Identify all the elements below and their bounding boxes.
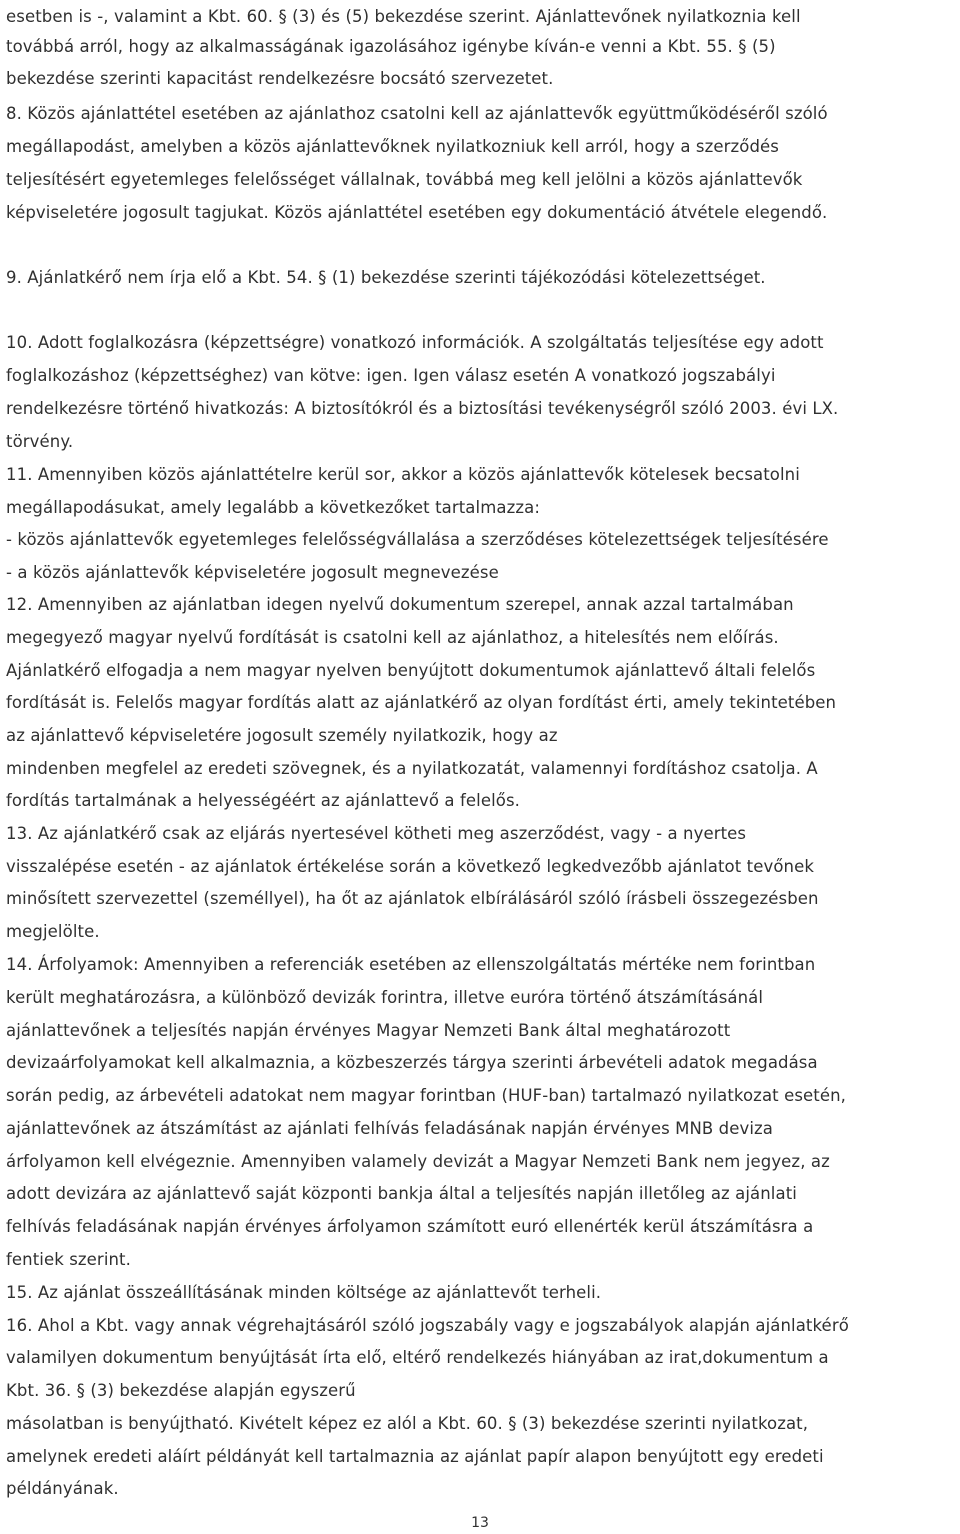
text-line: adott devizára az ajánlattevő saját központi bankja által a teljesítés napján illetőleg az ajánlati bbox=[6, 1184, 797, 1203]
text-line: Ajánlatkérő elfogadja a nem magyar nyelven benyújtott dokumentumok ajánlattevő általi felelős bbox=[6, 661, 816, 680]
text-line: felhívás feladásának napján érvényes árfolyamon számított euró ellenérték kerül átszámításra a bbox=[6, 1217, 814, 1236]
text-line: mindenben megfelel az eredeti szövegnek, és a nyilatkozatát, valamennyi fordításhoz csatolja. A bbox=[6, 759, 818, 778]
text-line: amelynek eredeti aláírt példányát kell tartalmaznia az ajánlat papír alapon benyújtott egy eredeti bbox=[6, 1447, 824, 1466]
text-line: ajánlattevőnek a teljesítés napján érvényes Magyar Nemzeti Bank által meghatározott bbox=[6, 1021, 731, 1040]
text-line: fordítását is. Felelős magyar fordítás alatt az ajánlatkérő az olyan fordítást érti, amely tekintetében bbox=[6, 693, 837, 712]
text-line: megegyező magyar nyelvű fordítását is csatolni kell az ajánlathoz, a hitelesítés nem előírás. bbox=[6, 628, 779, 647]
text-line: 13. Az ajánlatkérő csak az eljárás nyertesével kötheti meg aszerződést, vagy - a nyertes bbox=[6, 824, 747, 843]
text-line: 16. Ahol a Kbt. vagy annak végrehajtásáról szóló jogszabály vagy e jogszabályok alapján ajánlatkérő bbox=[6, 1316, 849, 1335]
text-line: visszalépése esetén - az ajánlatok értékelése során a következő legkedvezőbb ajánlatot tevőnek bbox=[6, 857, 814, 876]
text-line: árfolyamon kell elvégeznie. Amennyiben valamely devizát a Magyar Nemzeti Bank nem jegyez, az bbox=[6, 1152, 830, 1171]
text-line: esetben is -, valamint a Kbt. 60. § (3) és (5) bekezdése szerint. Ajánlattevőnek nyilatkoznia kell bbox=[6, 7, 801, 26]
text-line: fordítás tartalmának a helyességéért az ajánlattevő a felelős. bbox=[6, 791, 520, 810]
text-line: megállapodást, amelyben a közös ajánlattevőknek nyilatkozniuk kell arról, hogy a szerződés bbox=[6, 137, 779, 156]
text-line: foglalkozáshoz (képzettséghez) van kötve: igen. Igen válasz esetén A vonatkozó jogszabályi bbox=[6, 366, 776, 385]
text-line: fentiek szerint. bbox=[6, 1250, 131, 1269]
text-line: másolatban is benyújtható. Kivételt képez ez alól a Kbt. 60. § (3) bekezdése szerinti nyilatkozat, bbox=[6, 1414, 809, 1433]
text-line: példányának. bbox=[6, 1479, 119, 1498]
text-line: 9. Ajánlatkérő nem írja elő a Kbt. 54. § (1) bekezdése szerinti tájékozódási kötelezettséget. bbox=[6, 268, 766, 287]
text-line: képviseletére jogosult tagjukat. Közös ajánlattétel esetében egy dokumentáció átvétele elegendő. bbox=[6, 203, 828, 222]
text-line: 15. Az ajánlat összeállításának minden költsége az ajánlattevőt terheli. bbox=[6, 1283, 602, 1302]
text-line: 8. Közös ajánlattétel esetében az ajánlathoz csatolni kell az ajánlattevők együttműködéséről szóló bbox=[6, 104, 828, 123]
text-line: 14. Árfolyamok: Amennyiben a referenciák esetében az ellenszolgáltatás mértéke nem forintban bbox=[6, 955, 816, 974]
text-line: rendelkezésre történő hivatkozás: A biztosítókról és a biztosítási tevékenységről szóló 2003. évi LX. bbox=[6, 399, 839, 418]
text-line: Kbt. 36. § (3) bekezdése alapján egyszerű bbox=[6, 1381, 356, 1400]
text-line: továbbá arról, hogy az alkalmasságának igazolásához igénybe kíván-e venni a Kbt. 55. § (5) bbox=[6, 37, 776, 56]
text-line: 10. Adott foglalkozásra (képzettségre) vonatkozó információk. A szolgáltatás teljesítése egy adott bbox=[6, 333, 824, 352]
text-line: került meghatározásra, a különböző devizák forintra, illetve euróra történő átszámításánál bbox=[6, 988, 764, 1007]
text-line: bekezdése szerinti kapacitást rendelkezésre bocsátó szervezetet. bbox=[6, 69, 554, 88]
page-number: 13 bbox=[471, 1515, 489, 1531]
text-line: devizaárfolyamokat kell alkalmaznia, a közbeszerzés tárgya szerinti árbevételi adatok megadása bbox=[6, 1053, 818, 1072]
text-line: során pedig, az árbevételi adatokat nem magyar forintban (HUF-ban) tartalmazó nyilatkozat esetén, bbox=[6, 1086, 846, 1105]
text-line: - a közös ajánlattevők képviseletére jogosult megnevezése bbox=[6, 563, 499, 582]
text-line: 12. Amennyiben az ajánlatban idegen nyelvű dokumentum szerepel, annak azzal tartalmában bbox=[6, 595, 794, 614]
text-line: 11. Amennyiben közös ajánlattételre kerül sor, akkor a közös ajánlattevők kötelesek becsatolni bbox=[6, 465, 800, 484]
text-line: az ajánlattevő képviseletére jogosult személy nyilatkozik, hogy az bbox=[6, 726, 558, 745]
text-line: megjelölte. bbox=[6, 922, 100, 941]
text-line: minősített szervezettel (személlyel), ha őt az ajánlatok elbírálásáról szóló írásbeli összegezésben bbox=[6, 889, 819, 908]
text-line: törvény. bbox=[6, 432, 74, 451]
text-line: megállapodásukat, amely legalább a következőket tartalmazza: bbox=[6, 498, 540, 517]
text-line: valamilyen dokumentum benyújtását írta elő, eltérő rendelkezés hiányában az irat,dokumentum a bbox=[6, 1348, 829, 1367]
text-line: teljesítésért egyetemleges felelősséget vállalnak, továbbá meg kell jelölni a közös ajánlattevők bbox=[6, 170, 803, 189]
text-line: ajánlattevőnek az átszámítást az ajánlati felhívás feladásának napján érvényes MNB deviza bbox=[6, 1119, 774, 1138]
text-line: - közös ajánlattevők egyetemleges felelősségvállalása a szerződéses kötelezettségek teljesítésére bbox=[6, 530, 829, 549]
